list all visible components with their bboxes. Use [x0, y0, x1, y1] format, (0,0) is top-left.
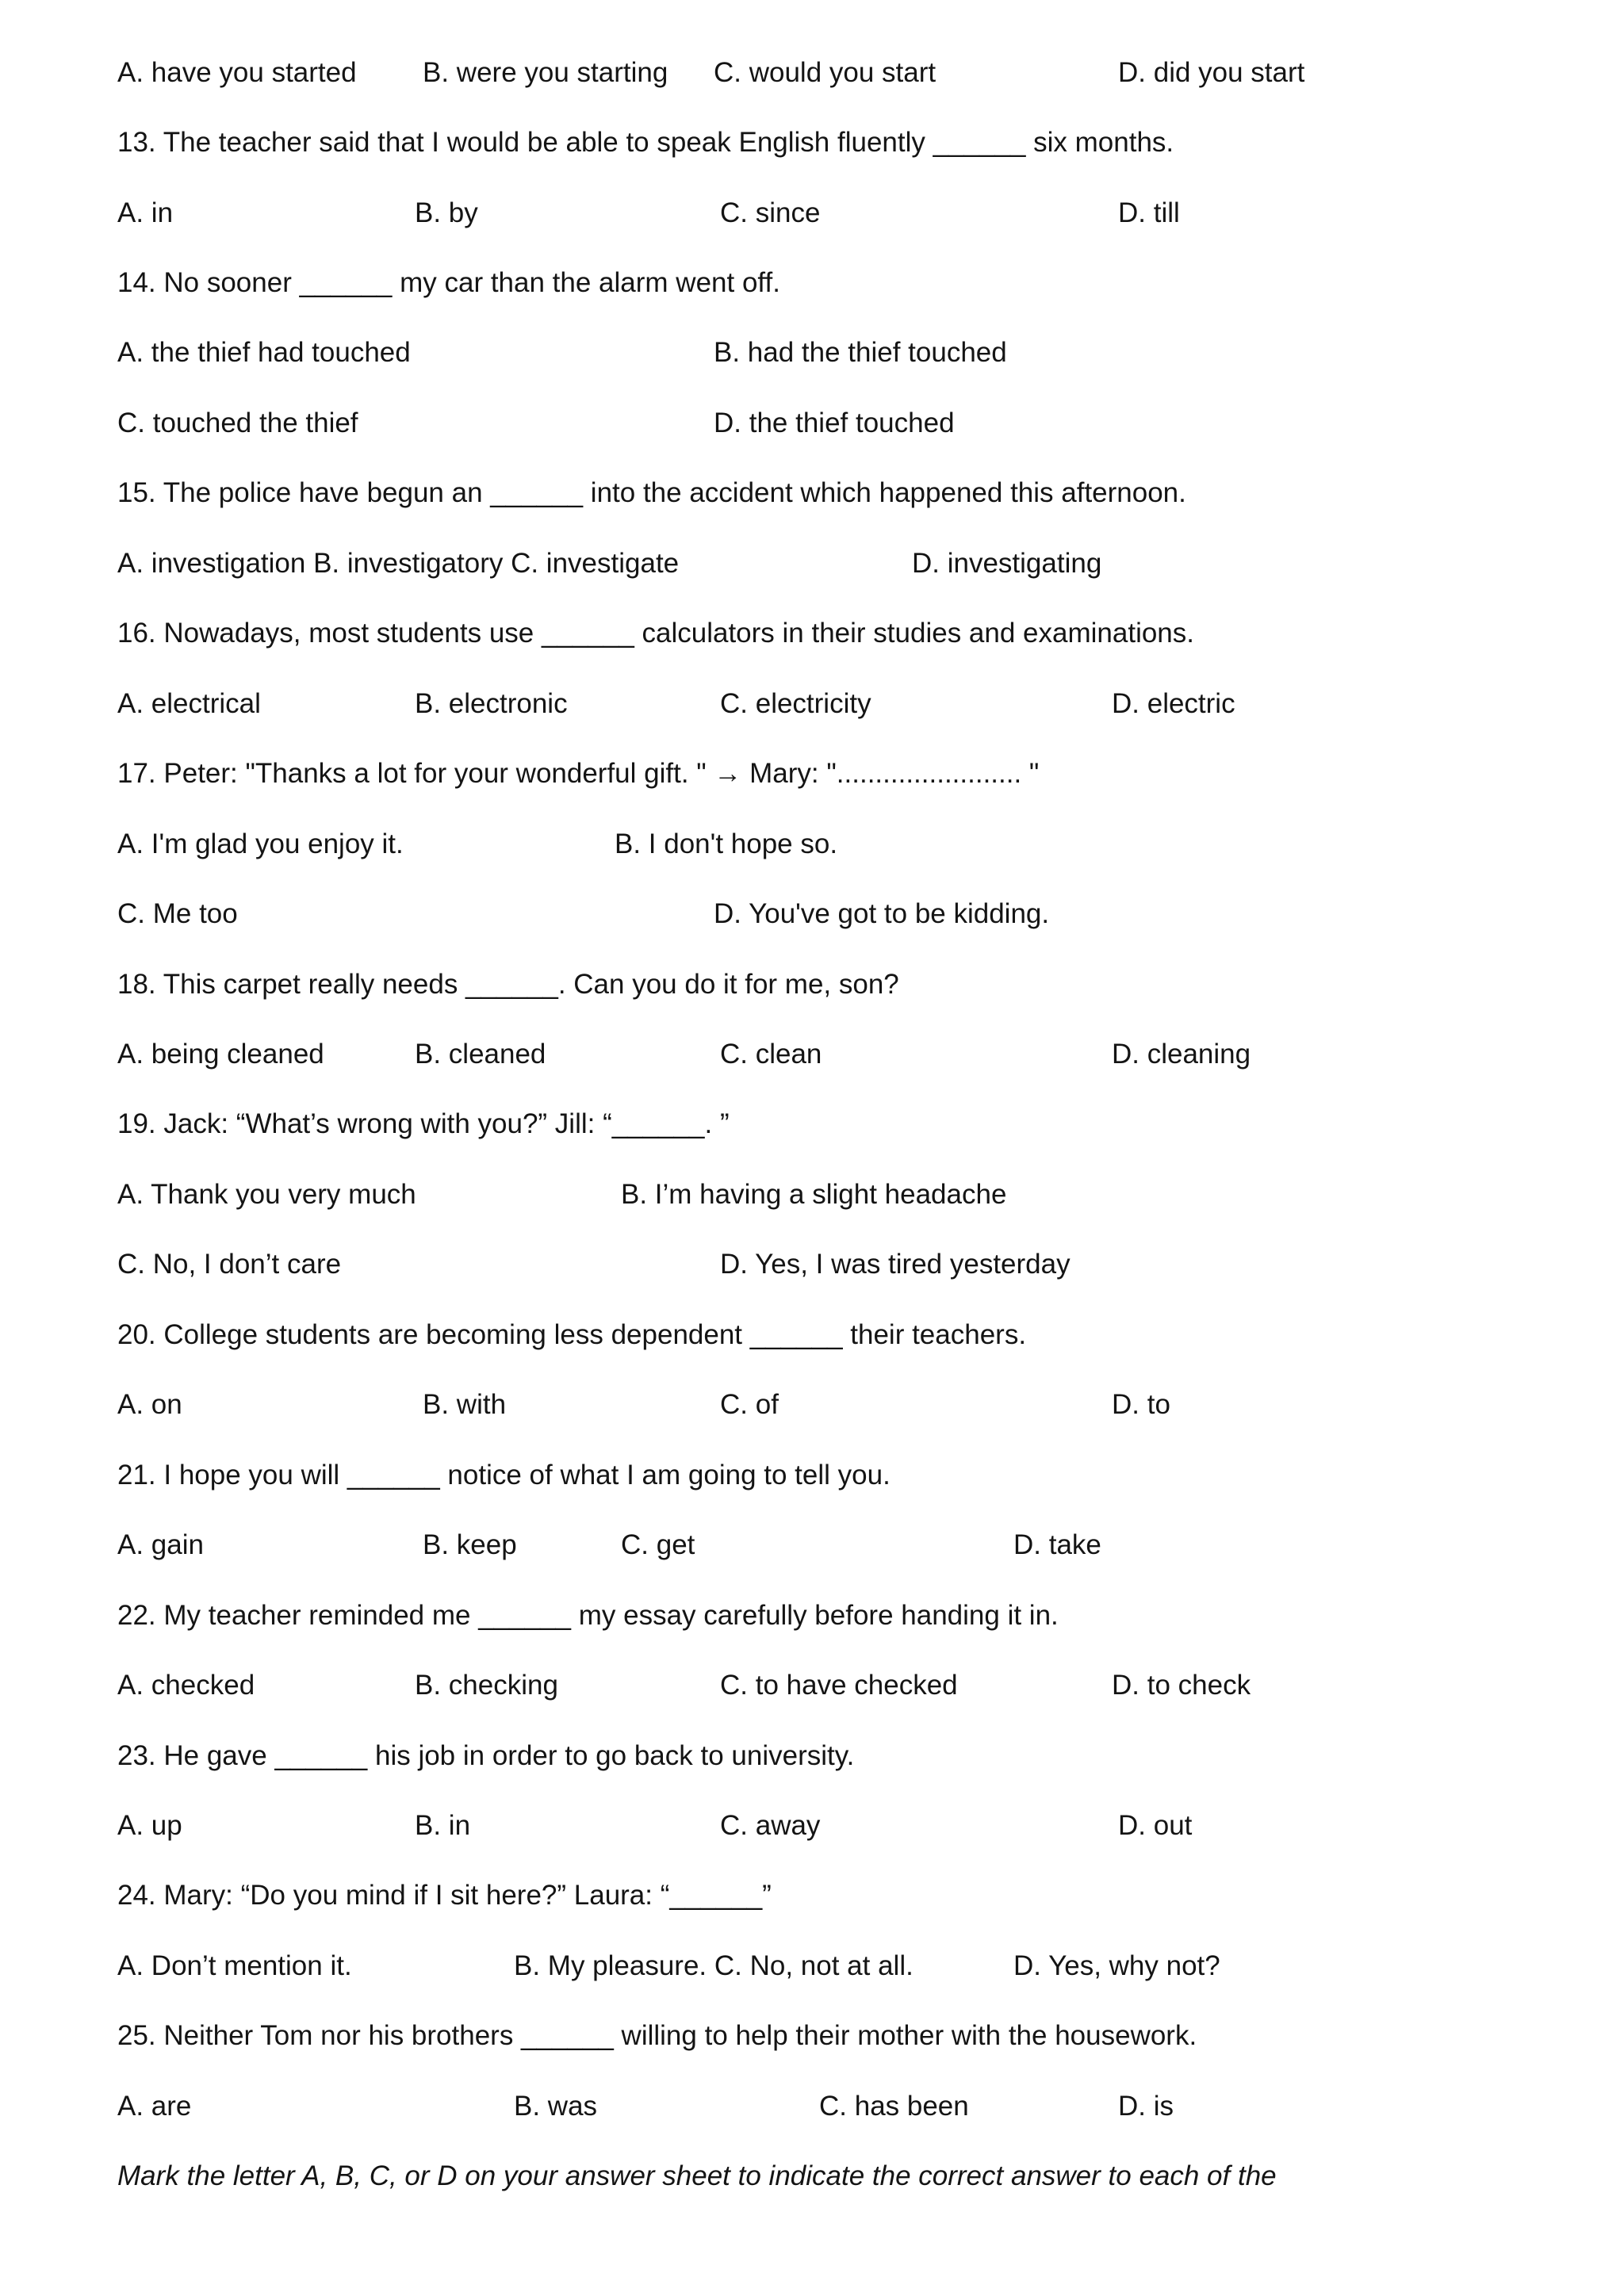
- q22-option-b: B. checking: [415, 1670, 558, 1701]
- q24-options-bc: B. My pleasure. C. No, not at all.: [514, 1950, 914, 1981]
- q13-option-c: C. since: [720, 197, 821, 228]
- q23-stem: 23. He gave ______ his job in order to go back to university.: [117, 1740, 855, 1771]
- q18-stem: 18. This carpet really needs ______. Can you do it for me, son?: [117, 969, 899, 1000]
- q18-option-a: A. being cleaned: [117, 1039, 324, 1070]
- q24-stem: 24. Mary: “Do you mind if I sit here?” Laura: “______”: [117, 1880, 772, 1911]
- q12-option-c: C. would you start: [714, 57, 936, 88]
- q20-option-d: D. to: [1112, 1389, 1170, 1420]
- q12-option-a: A. have you started: [117, 57, 357, 88]
- q23-option-c: C. away: [720, 1810, 821, 1841]
- q17-option-d: D. You've got to be kidding.: [714, 898, 1050, 929]
- q13-option-b: B. by: [415, 197, 478, 228]
- q21-option-a: A. gain: [117, 1529, 204, 1560]
- q18-option-d: D. cleaning: [1112, 1039, 1251, 1070]
- q18-option-c: C. clean: [720, 1039, 822, 1070]
- q17-option-b: B. I don't hope so.: [615, 828, 838, 859]
- q16-option-d: D. electric: [1112, 688, 1235, 719]
- q17-option-a: A. I'm glad you enjoy it.: [117, 828, 404, 859]
- q15-option-d: D. investigating: [912, 548, 1102, 579]
- q12-option-b: B. were you starting: [423, 57, 668, 88]
- q22-option-a: A. checked: [117, 1670, 255, 1701]
- q21-option-d: D. take: [1013, 1529, 1101, 1560]
- q20-option-a: A. on: [117, 1389, 182, 1420]
- q20-option-c: C. of: [720, 1389, 779, 1420]
- q19-option-c: C. No, I don’t care: [117, 1249, 342, 1280]
- q16-option-a: A. electrical: [117, 688, 261, 719]
- q25-stem: 25. Neither Tom nor his brothers ______ willing to help their mother with the housework.: [117, 2020, 1197, 2051]
- section-instruction: Mark the letter A, B, C, or D on your answer sheet to indicate the correct answer to each of the: [117, 2160, 1277, 2191]
- q18-option-b: B. cleaned: [415, 1039, 546, 1070]
- q15-stem: 15. The police have begun an ______ into the accident which happened this afternoon.: [117, 477, 1186, 508]
- q16-stem: 16. Nowadays, most students use ______ calculators in their studies and examinations.: [117, 618, 1194, 649]
- q25-option-c: C. has been: [819, 2091, 969, 2122]
- q21-option-c: C. get: [621, 1529, 695, 1560]
- q25-option-a: A. are: [117, 2091, 192, 2122]
- q17-option-c: C. Me too: [117, 898, 238, 929]
- q25-option-d: D. is: [1118, 2091, 1174, 2122]
- q22-option-c: C. to have checked: [720, 1670, 958, 1701]
- q25-option-b: B. was: [514, 2091, 598, 2122]
- q19-option-d: D. Yes, I was tired yesterday: [720, 1249, 1071, 1280]
- q22-stem: 22. My teacher reminded me ______ my essay carefully before handing it in.: [117, 1600, 1059, 1631]
- q14-stem: 14. No sooner ______ my car than the alarm went off.: [117, 267, 780, 298]
- q19-option-b: B. I’m having a slight headache: [621, 1179, 1007, 1210]
- q14-option-a: A. the thief had touched: [117, 337, 411, 368]
- q23-option-a: A. up: [117, 1810, 182, 1841]
- q19-option-a: A. Thank you very much: [117, 1179, 416, 1210]
- q15-options-abc: A. investigation B. investigatory C. investigate: [117, 548, 680, 579]
- q13-option-a: A. in: [117, 197, 174, 228]
- q23-option-d: D. out: [1118, 1810, 1193, 1841]
- q16-option-b: B. electronic: [415, 688, 568, 719]
- q14-option-c: C. touched the thief: [117, 408, 358, 438]
- q12-option-d: D. did you start: [1118, 57, 1305, 88]
- q22-option-d: D. to check: [1112, 1670, 1251, 1701]
- q23-option-b: B. in: [415, 1810, 471, 1841]
- q21-stem: 21. I hope you will ______ notice of what I am going to tell you.: [117, 1460, 891, 1490]
- q14-option-d: D. the thief touched: [714, 408, 955, 438]
- q13-option-d: D. till: [1118, 197, 1180, 228]
- q24-option-d: D. Yes, why not?: [1013, 1950, 1220, 1981]
- q16-option-c: C. electricity: [720, 688, 871, 719]
- q21-option-b: B. keep: [423, 1529, 517, 1560]
- q20-stem: 20. College students are becoming less dependent ______ their teachers.: [117, 1319, 1027, 1350]
- q24-option-a: A. Don’t mention it.: [117, 1950, 352, 1981]
- q20-option-b: B. with: [423, 1389, 507, 1420]
- q13-stem: 13. The teacher said that I would be able to speak English fluently ______ six months.: [117, 127, 1174, 158]
- q14-option-b: B. had the thief touched: [714, 337, 1007, 368]
- q17-stem: 17. Peter: "Thanks a lot for your wonderful gift. " → Mary: "........................ ": [117, 758, 1040, 789]
- q19-stem: 19. Jack: “What’s wrong with you?” Jill: “______. ”: [117, 1108, 730, 1139]
